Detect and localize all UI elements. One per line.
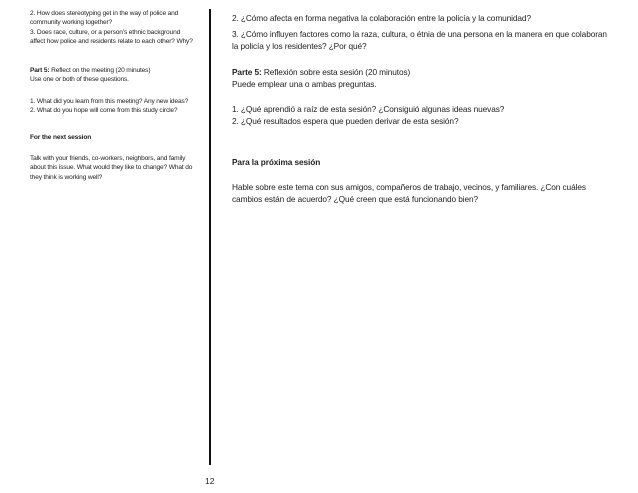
parte5-title: Reflexión sobre esta sesión (20 minutos) [261,67,411,77]
text-line: 2. How does stereotyping get in the way of police and [30,10,179,17]
text-line: 3. ¿Cómo influyen factores como la raza, cultura, o étnia de una persona en la manera en que colaboran [232,29,607,39]
pregunta-3 [232,28,607,53]
part5-question-2: 2. What do you hope will come from this study circle? [30,107,178,115]
part5-label: Part 5: [30,67,50,74]
parte5-label: Parte 5: [232,67,262,77]
proxima-sesion-heading: Para la próxima sesión [232,157,321,167]
part5-questions [30,97,188,116]
text-line: la policía y los residentes? ¿Por qué? [232,41,367,52]
column-divider [209,9,211,465]
text-line: cambios están de acuerdo? ¿Qué creen que está funcionando bien? [232,194,479,205]
text-line: they think is working well? [30,173,103,181]
pregunta-2 [232,12,531,24]
part5-instructions: Use one or both of these questions. [30,76,129,84]
text-line: 3. Does race, culture, or a person’s ethnic background [30,29,181,36]
proxima-sesion-text [232,181,586,206]
part5-heading [30,66,150,85]
question-3 [30,28,193,47]
parte5-questions [232,103,504,128]
parte5-heading [232,66,410,91]
parte5-instructions: Puede emplear una o ambas preguntas. [232,79,377,90]
question-2 [30,9,178,28]
next-session-heading: For the next session [30,134,92,141]
next-session-text [30,154,192,182]
text-line: about this issue. What would they like to change? What do [30,164,193,172]
parte5-question-1: 1. ¿Qué aprendió a raíz de esta sesión? ¿Consiguió algunas ideas nuevas? [232,104,505,114]
page-number: 12 [205,476,215,486]
part5-question-1: 1. What did you learn from this meeting? Any new ideas? [30,98,189,105]
parte5-question-2: 2. ¿Qué resultados espera que pueden derivar de esta sesión? [232,116,459,127]
part5-title: Reflect on the meeting (20 minutes) [49,67,151,74]
text-line: Talk with your friends, co-workers, neighbors, and family [30,155,186,162]
text-line: affect how police and residents relate to each other? Why? [30,38,193,46]
text-line: Hable sobre este tema con sus amigos, compañeros de trabajo, vecinos, y familiares. ¿Con cuáles [232,182,586,192]
text-line: community working together? [30,19,113,27]
text-line: 2. ¿Cómo afecta en forma negativa la colaboración entre la policía y la comunidad? [232,13,531,23]
